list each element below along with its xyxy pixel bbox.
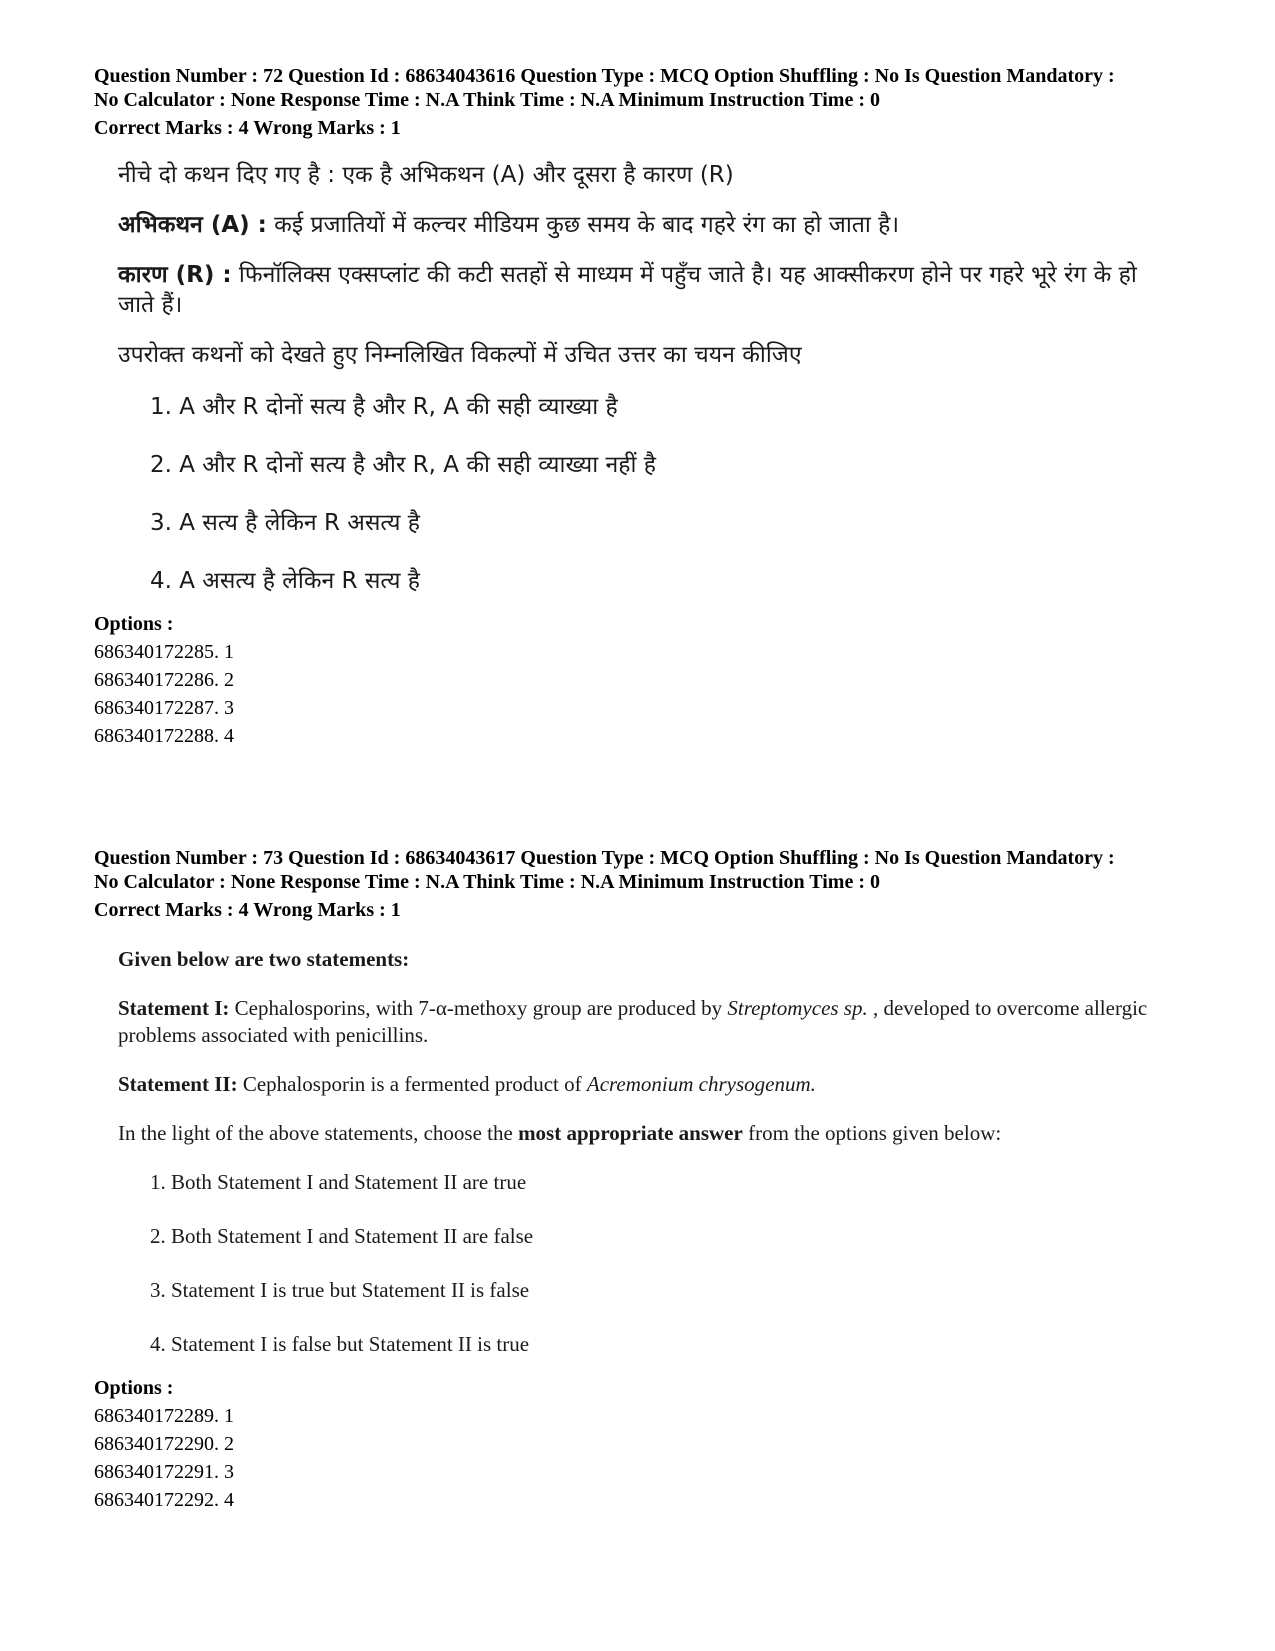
assertion-text: कई प्रजातियों में कल्चर मीडियम कुछ समय के बाद गहरे रंग का हो जाता है। <box>266 212 900 238</box>
statement-1 <box>118 995 1178 1049</box>
statement-1-text-end: , developed to overcome allergic problems associated with penicillins. <box>118 996 1148 1047</box>
instruction-text-end: from the options given below: <box>742 1121 1002 1145</box>
option-id: 686340172288. 4 <box>94 725 234 747</box>
reason-label: कारण (R) : <box>118 262 232 288</box>
reason-text: फिनॉलिक्स एक्सप्लांट की कटी सतहों से माध्यम में पहुँच जाते है। यह आक्सीकरण होने पर गहरे भूरे रंग के हो जाते हैं। <box>118 262 1137 318</box>
question-intro: नीचे दो कथन दिए गए है : एक है अभिकथन (A) और दूसरा है कारण (R) <box>118 162 734 188</box>
assertion <box>118 210 1178 240</box>
statement-2-organism: Acremonium chrysogenum. <box>586 1072 816 1096</box>
choice-item: 4. A असत्य है लेकिन R सत्य है <box>150 568 420 594</box>
options-block <box>94 610 1194 750</box>
question-body <box>118 160 1178 596</box>
choice-item: 2. A और R दोनों सत्य है और R, A की सही व्याख्या नहीं है <box>150 452 656 478</box>
question-instruction <box>118 1120 1178 1147</box>
option-id: 686340172289. 1 <box>94 1405 234 1427</box>
choice-list <box>118 1169 1178 1358</box>
option-id: 686340172287. 3 <box>94 697 234 719</box>
question-72 <box>94 64 1194 750</box>
reason <box>118 260 1178 320</box>
choice-item: 2. Both Statement I and Statement II are false <box>150 1224 534 1248</box>
question-instruction: उपरोक्त कथनों को देखते हुए निम्नलिखित विकल्पों में उचित उत्तर का चयन कीजिए <box>118 342 802 368</box>
choice-list <box>118 392 1178 596</box>
choice-item: 4. Statement I is false but Statement II is true <box>150 1332 530 1356</box>
question-intro: Given below are two statements: <box>118 947 410 971</box>
question-73 <box>94 846 1194 1514</box>
question-meta <box>94 64 1194 140</box>
options-heading: Options : <box>94 1377 174 1399</box>
option-id: 686340172291. 3 <box>94 1461 234 1483</box>
choice-item: 1. A और R दोनों सत्य है और R, A की सही व्याख्या है <box>150 394 618 420</box>
statement-2 <box>118 1071 1178 1098</box>
options-heading: Options : <box>94 613 174 635</box>
statement-1-organism: Streptomyces sp. <box>727 996 868 1020</box>
meta-line-1: Question Number : 73 Question Id : 68634043617 Question Type : MCQ Option Shuffling : No Is Question Mandatory : <box>94 847 1115 869</box>
option-id: 686340172286. 2 <box>94 669 234 691</box>
meta-line-2: No Calculator : None Response Time : N.A Think Time : N.A Minimum Instruction Time : 0 <box>94 89 880 111</box>
marks-line: Correct Marks : 4 Wrong Marks : 1 <box>94 899 401 921</box>
statement-2-label: Statement II: <box>118 1072 238 1096</box>
choice-item: 3. Statement I is true but Statement II is false <box>150 1278 530 1302</box>
instruction-emphasis: most appropriate answer <box>518 1121 743 1145</box>
choice-item: 1. Both Statement I and Statement II are true <box>150 1170 527 1194</box>
options-block <box>94 1374 1194 1514</box>
marks-line: Correct Marks : 4 Wrong Marks : 1 <box>94 117 401 139</box>
instruction-text: In the light of the above statements, choose the <box>118 1121 519 1145</box>
choice-item: 3. A सत्य है लेकिन R असत्य है <box>150 510 420 536</box>
statement-1-text: Cephalosporins, with 7-α-methoxy group are produced by <box>229 996 728 1020</box>
question-body <box>118 946 1178 1358</box>
statement-2-text: Cephalosporin is a fermented product of <box>237 1072 587 1096</box>
statement-1-label: Statement I: <box>118 996 230 1020</box>
assertion-label: अभिकथन (A) : <box>118 212 267 238</box>
meta-line-2: No Calculator : None Response Time : N.A Think Time : N.A Minimum Instruction Time : 0 <box>94 871 880 893</box>
meta-line-1: Question Number : 72 Question Id : 68634043616 Question Type : MCQ Option Shuffling : No Is Question Mandatory : <box>94 65 1115 87</box>
option-id: 686340172292. 4 <box>94 1489 234 1511</box>
option-id: 686340172285. 1 <box>94 641 234 663</box>
option-id: 686340172290. 2 <box>94 1433 234 1455</box>
question-meta <box>94 846 1194 922</box>
